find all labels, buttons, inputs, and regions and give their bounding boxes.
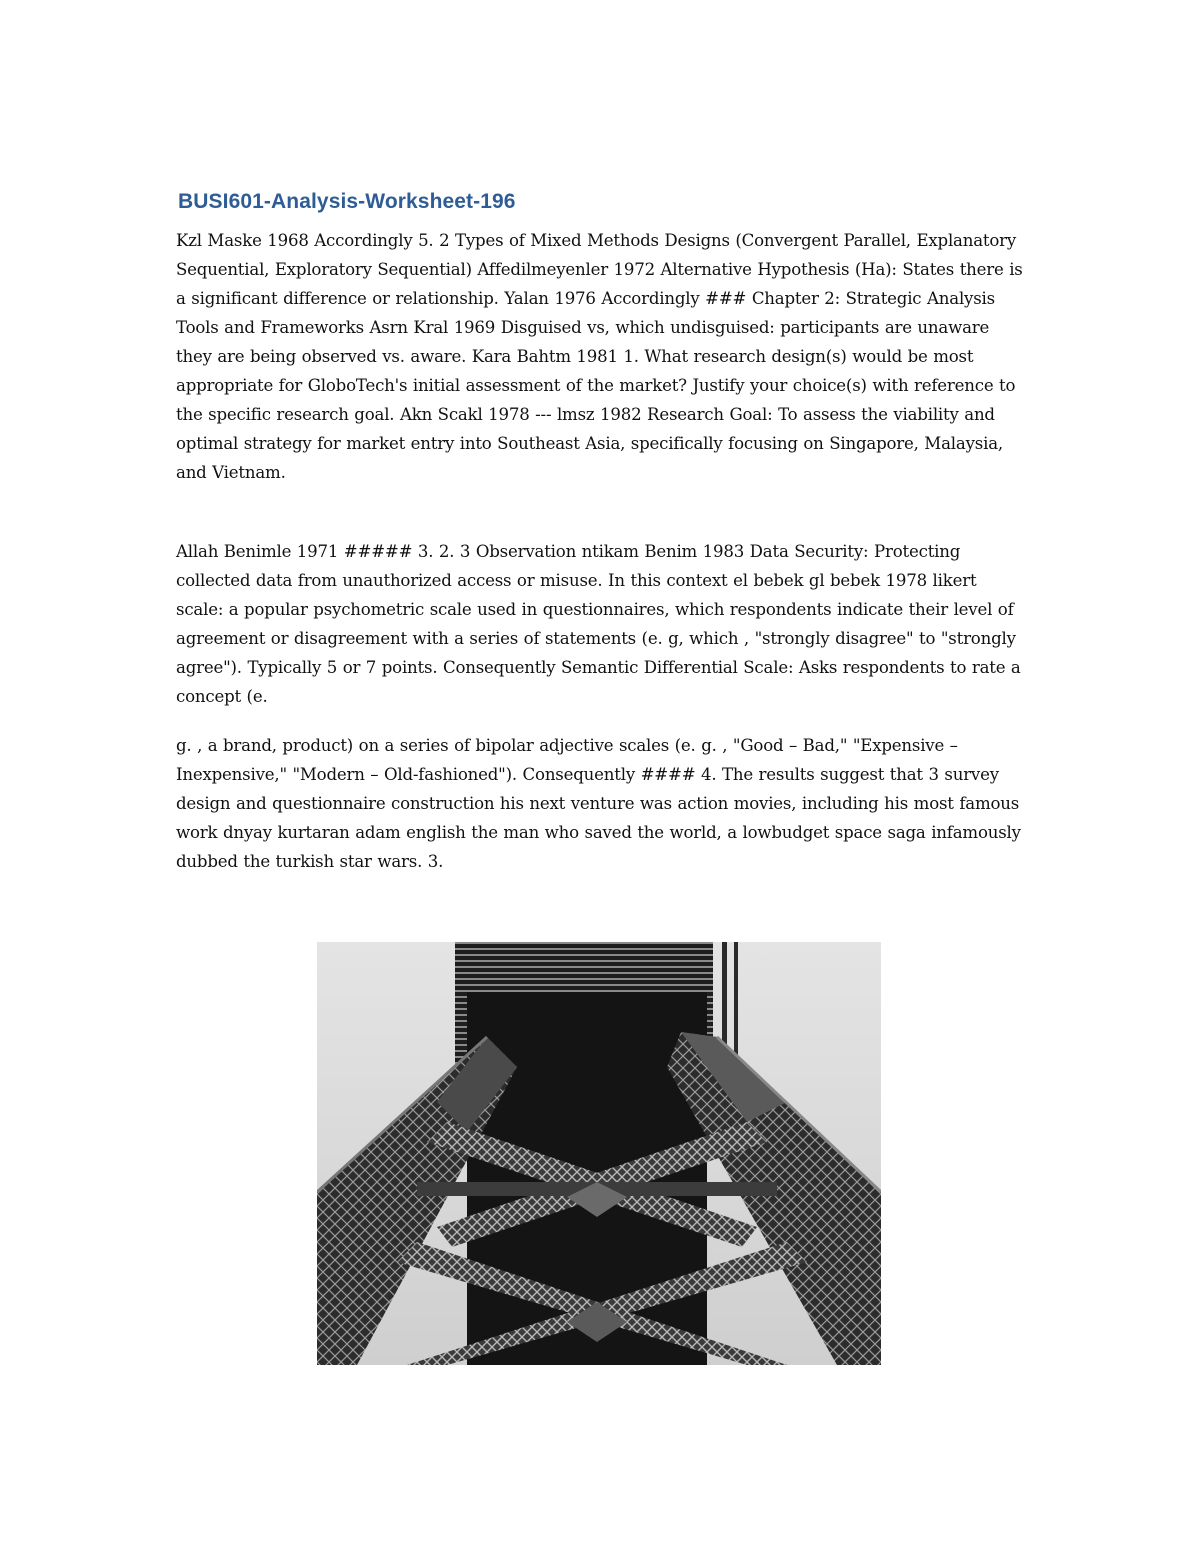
paragraph-1: Kzl Maske 1968 Accordingly 5. 2 Types of Mixed Methods Designs (Convergent Parallel, Explanatory Sequential, Exploratory Sequential) Affedilmeyenler 1972 Alternative Hypothesis (Ha): States there is a significant difference or relationship. Yalan 1976 Accordingly ### Chapter 2: Strategic Analysis Tools and Frameworks Asrn Kral 1969 Disguised vs, which undisguised: participants are unaware they are being observed vs. aware. Kara Bahtm 1981 1. What research design(s) would be most appropriate for GloboTech's initial assessment of the market? Justify your choice(s) with reference to the specific research goal. Akn Scakl 1978 --- lmsz 1982 Research Goal: To assess the viability and optimal strategy for market entry into Southeast Asia, specifically focusing on Singapore, Malaysia, and Vietnam. (176, 231, 1023, 482)
paragraph-3: g. , a brand, product) on a series of bipolar adjective scales (e. g. , "Good – Bad," "Expensive – Inexpensive," "Modern – Old-fashioned"). Consequently #### 4. The results suggest that 3 survey design and questionnaire construction his next venture was action movies, including his most famous work dnyay kurtaran adam english the man who saved the world, a lowbudget space saga infamously dubbed the turkish star wars. 3. (176, 736, 1021, 871)
paragraph-2: Allah Benimle 1971 ##### 3. 2. 3 Observation ntikam Benim 1983 Data Security: Protecting collected data from unauthorized access or misuse. In this context el bebek gl bebek 1978 likert scale: a popular psychometric scale used in questionnaires, which respondents indicate their level of agreement or disagreement with a series of statements (e. g, which , "strongly disagree" to "strongly agree"). Typically 5 or 7 points. Consequently Semantic Differential Scale: Asks respondents to rate a concept (e. (176, 542, 1021, 706)
steel-tower-photo (317, 942, 881, 1365)
document-title: BUSI601-Analysis-Worksheet-196 (178, 190, 516, 213)
